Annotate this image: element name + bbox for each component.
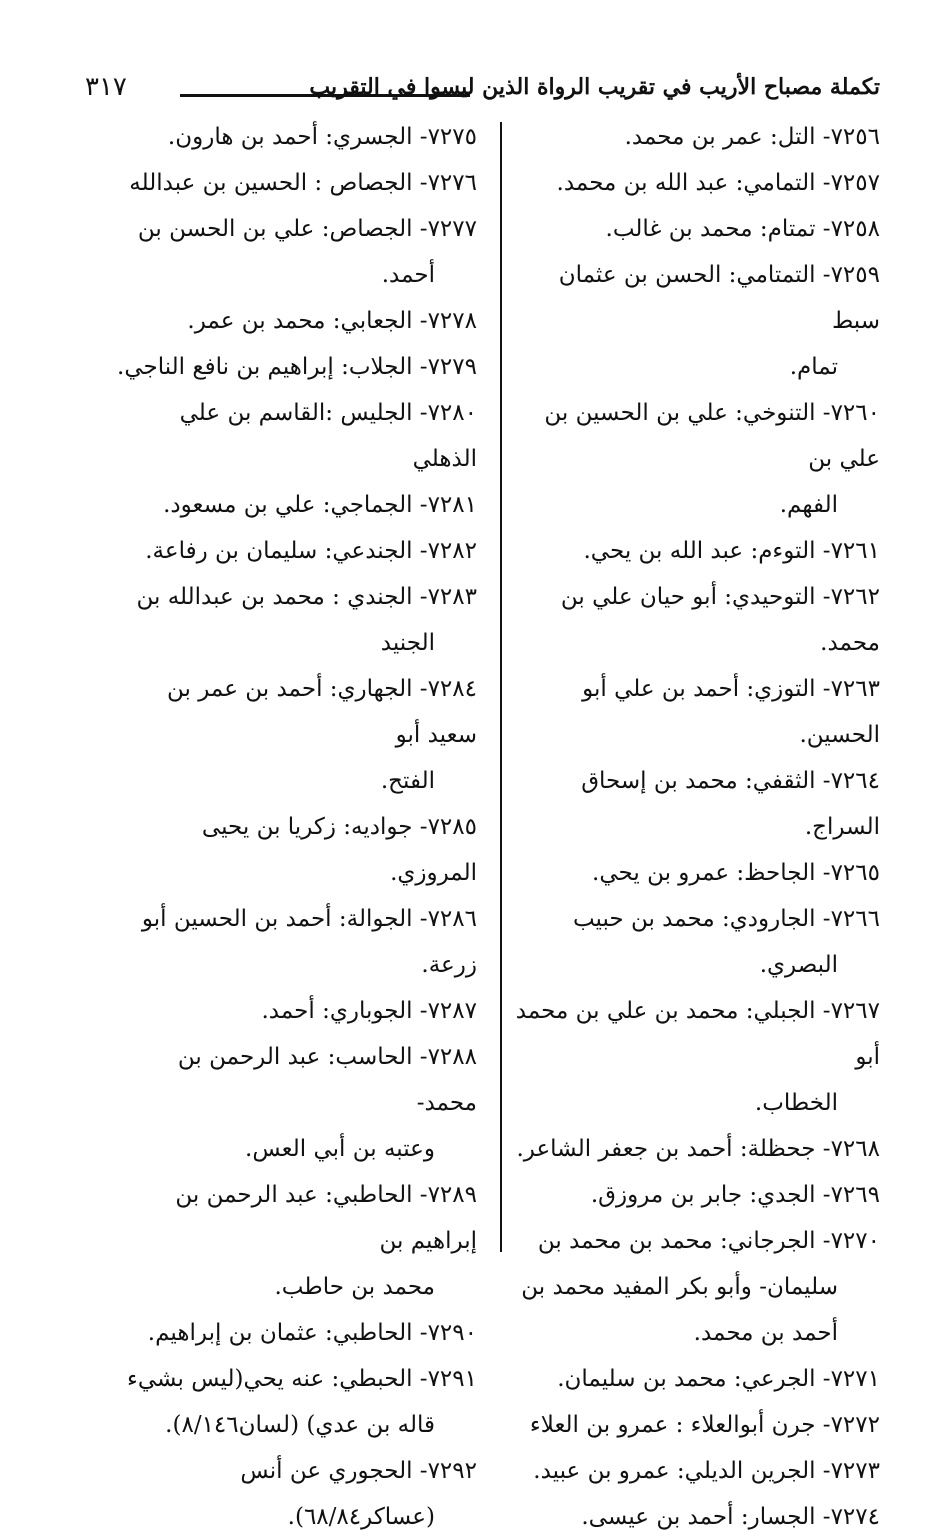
entry — [112, 804, 477, 896]
entry-text: الجصاص : الحسين بن عبدالله — [129, 170, 413, 196]
entry-continuation: الجنيد — [380, 630, 435, 656]
entry — [112, 896, 477, 988]
entry — [112, 528, 477, 574]
entry-number: ٧٢٦٠- — [815, 400, 880, 426]
entry-number: ٧٢٧٩- — [412, 354, 477, 380]
entry-number: ٧٢٧٧- — [412, 216, 477, 242]
entry-text: الجدي: جابر بن مروزق. — [590, 1182, 816, 1208]
entry — [510, 896, 880, 988]
entry-number: ٧٢٦٢- — [815, 584, 880, 610]
entry-text: التوءم: عبد الله بن يحي. — [583, 538, 816, 564]
entry-number: ٧٢٧٨- — [412, 308, 477, 334]
entry-number: ٧٢٧٦- — [412, 170, 477, 196]
entry-text: الحبطي: عنه يحي(ليس بشيء — [127, 1366, 413, 1392]
entry-number: ٧٢٨٨- — [412, 1044, 477, 1070]
entry-number: ٧٢٧٤- — [815, 1504, 880, 1530]
entry-text: الجندي : محمد بن عبدالله بن — [136, 584, 413, 610]
entry-number: ٧٢٧٢- — [815, 1412, 880, 1438]
entry-text: التوزي: أحمد بن علي أبو الحسين. — [582, 676, 880, 748]
entry — [510, 1448, 880, 1494]
entry — [112, 574, 477, 666]
entry — [510, 1126, 880, 1172]
entry-number: ٧٢٩٢- — [412, 1458, 477, 1484]
header-rule — [180, 94, 470, 97]
entry-text: الجهاري: أحمد بن عمر بن سعيد أبو — [167, 676, 477, 748]
entry-number: ٧٢٦٤- — [815, 768, 880, 794]
entry-text: التل: عمر بن محمد. — [624, 124, 816, 150]
entry — [510, 666, 880, 758]
entry-number: ٧٢٦٣- — [815, 676, 880, 702]
entry — [510, 1172, 880, 1218]
entry — [112, 160, 477, 206]
entry-number: ٧٢٧٠- — [815, 1228, 880, 1254]
entry — [510, 114, 880, 160]
entry-text: الجوباري: أحمد. — [261, 998, 413, 1024]
entry-number: ٧٢٧٣- — [815, 1458, 880, 1484]
entry-number: ٧٢٦٥- — [815, 860, 880, 886]
entry-text: الجصاص: علي بن الحسن بن — [137, 216, 413, 242]
column-divider — [500, 122, 502, 1252]
entry — [510, 988, 880, 1126]
entry-number: ٧٢٥٧- — [815, 170, 880, 196]
entry-text: الجماجي: علي بن مسعود. — [163, 492, 413, 518]
entry-text: جواديه: زكريا بن يحيى المروزي. — [201, 814, 477, 886]
entry-number: ٧٢٦٦- — [815, 906, 880, 932]
entry-continuation: سليمان- وأبو بكر المفيد محمد بن — [521, 1274, 838, 1300]
entry — [510, 528, 880, 574]
entry-text: الثقفي: محمد بن إسحاق السراج. — [581, 768, 880, 840]
entry-text: التوحيدي: أبو حيان علي بن محمد. — [560, 584, 880, 656]
entry-text: التمتامي: الحسن بن عثمان سبط — [558, 262, 880, 334]
entry-text: الحاسب: عبد الرحمن بن محمد- — [177, 1044, 477, 1116]
entry-text: الجسار: أحمد بن عيسى. — [581, 1504, 816, 1530]
entry-continuation: وعتبه بن أبي العس. — [245, 1136, 435, 1162]
entry-number: ٧٢٨٥- — [412, 814, 477, 840]
entry-text: الجعابي: محمد بن عمر. — [187, 308, 413, 334]
entry-continuation: أحمد بن محمد. — [693, 1320, 838, 1346]
entry — [112, 298, 477, 344]
entry-number: ٧٢٦١- — [815, 538, 880, 564]
entry-text: الجندعي: سليمان بن رفاعة. — [145, 538, 413, 564]
entry — [510, 206, 880, 252]
entry-text: التمامي: عبد الله بن محمد. — [556, 170, 816, 196]
entry-number: ٧٢٥٩- — [815, 262, 880, 288]
entry — [510, 1402, 880, 1448]
entry-text: جحظلة: أحمد بن جعفر الشاعر. — [516, 1136, 816, 1162]
entry — [112, 1172, 477, 1310]
entry-continuation: البصري. — [759, 952, 838, 978]
entry-text: الجارودي: محمد بن حبيب — [572, 906, 816, 932]
entry — [112, 482, 477, 528]
entry — [510, 758, 880, 850]
entry-continuation: قاله بن عدي) (لسان٨/١٤٦). — [165, 1412, 435, 1438]
page-number: ٣١٧ — [85, 72, 127, 102]
entry — [112, 1356, 477, 1448]
entry-number: ٧٢٧٥- — [412, 124, 477, 150]
entry-number: ٧٢٦٨- — [815, 1136, 880, 1162]
entry — [112, 1310, 477, 1356]
entry-text: تمتام: محمد بن غالب. — [605, 216, 816, 242]
entry — [112, 988, 477, 1034]
entry — [112, 1448, 477, 1540]
running-title: تكملة مصباح الأريب في تقريب الرواة الذين ليسوا في التقريب — [309, 74, 880, 100]
entry — [112, 666, 477, 804]
entry — [510, 1218, 880, 1356]
entry-text: جرن أبوالعلاء : عمرو بن العلاء — [529, 1412, 816, 1438]
entry-continuation: (عساكر٦٨/٨٤). — [287, 1504, 435, 1530]
entry-number: ٧٢٩١- — [412, 1366, 477, 1392]
entry-number: ٧٢٨٢- — [412, 538, 477, 564]
entry-text: الجوالة: أحمد بن الحسين أبو زرعة. — [141, 906, 477, 978]
entry — [112, 206, 477, 298]
entry — [112, 1034, 477, 1172]
entry-continuation: الفهم. — [779, 492, 838, 518]
entry-continuation: تمام. — [789, 354, 838, 380]
entry-continuation: محمد بن حاطب. — [274, 1274, 435, 1300]
entry-text: الجليس :القاسم بن علي الذهلي — [179, 400, 477, 472]
entry-text: الجسري: أحمد بن هارون. — [167, 124, 413, 150]
entry-number: ٧٢٨٣- — [412, 584, 477, 610]
entry — [510, 390, 880, 528]
entry-continuation: الفتح. — [380, 768, 435, 794]
entry — [510, 850, 880, 896]
entry — [112, 114, 477, 160]
entry-text: الجلاب: إبراهيم بن نافع الناجي. — [117, 354, 413, 380]
entry-continuation: أحمد. — [381, 262, 435, 288]
entry-text: الحاطبي: عبد الرحمن بن إبراهيم بن — [175, 1182, 477, 1254]
entry-text: التنوخي: علي بن الحسين بن علي بن — [544, 400, 880, 472]
entry-number: ٧٢٨٠- — [412, 400, 477, 426]
entry-text: الجرعي: محمد بن سليمان. — [557, 1366, 816, 1392]
entry-number: ٧٢٦٧- — [815, 998, 880, 1024]
entry-text: الحاطبي: عثمان بن إبراهيم. — [147, 1320, 413, 1346]
entry-number: ٧٢٨٤- — [412, 676, 477, 702]
entry-text: الحجوري عن أنس — [240, 1458, 413, 1484]
entry-number: ٧٢٨٧- — [412, 998, 477, 1024]
page-header — [85, 72, 880, 108]
entry-text: الجبلي: محمد بن علي بن محمد أبو — [515, 998, 880, 1070]
right-column — [510, 114, 880, 1540]
entry-number: ٧٢٨٩- — [412, 1182, 477, 1208]
entry — [510, 574, 880, 666]
entry-number: ٧٢٨٦- — [412, 906, 477, 932]
entry — [112, 390, 477, 482]
entry-number: ٧٢٥٨- — [815, 216, 880, 242]
entry — [510, 1356, 880, 1402]
entry — [510, 160, 880, 206]
entry-number: ٧٢٥٦- — [815, 124, 880, 150]
entry-text: الجرجاني: محمد بن محمد بن — [537, 1228, 816, 1254]
entry — [510, 252, 880, 390]
entry — [510, 1494, 880, 1540]
entry-text: الجاحظ: عمرو بن يحي. — [592, 860, 816, 886]
entry-continuation: الخطاب. — [754, 1090, 838, 1116]
entry-number: ٧٢٨١- — [412, 492, 477, 518]
left-column — [112, 114, 477, 1540]
entry-text: الجرين الديلي: عمرو بن عبيد. — [533, 1458, 816, 1484]
entry-number: ٧٢٧١- — [815, 1366, 880, 1392]
entry-number: ٧٢٦٩- — [815, 1182, 880, 1208]
entry — [112, 344, 477, 390]
entry-number: ٧٢٩٠- — [412, 1320, 477, 1346]
